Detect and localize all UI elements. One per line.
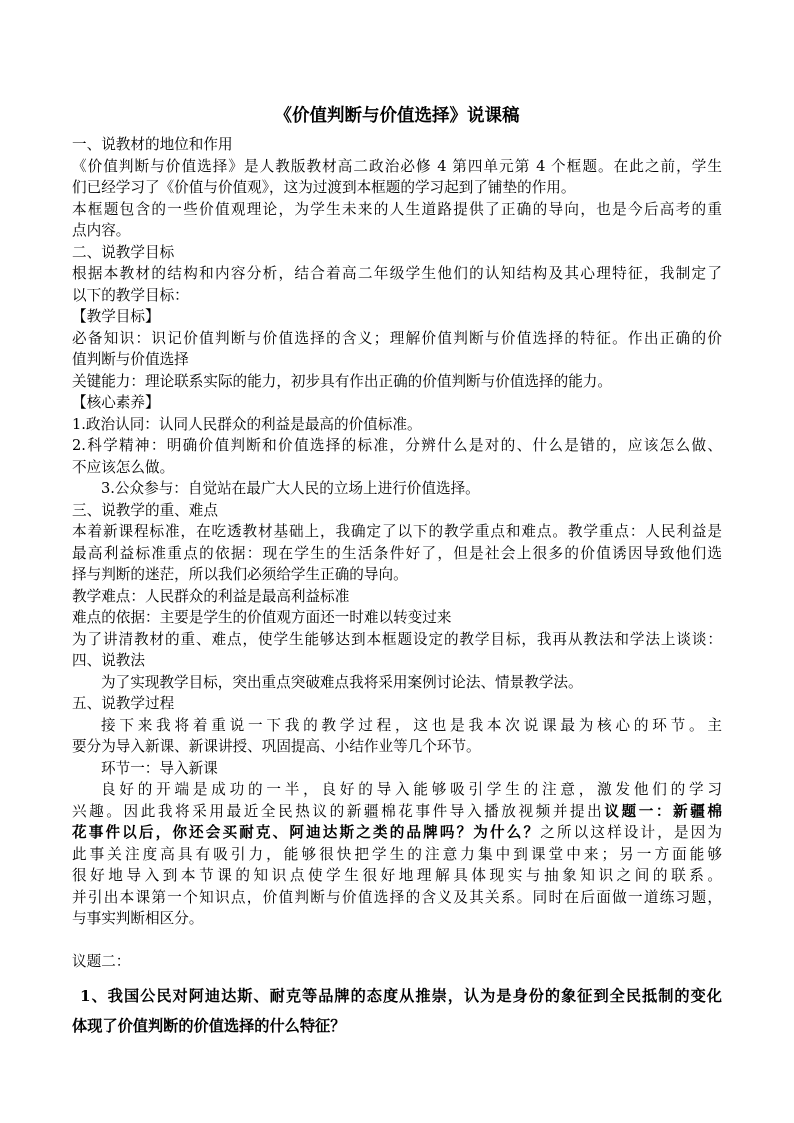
paragraph-line: 值判断与价值选择 [72, 351, 189, 368]
paragraph-line: 本框题包含的一些价值观理论，为学生未来的人生道路提供了正确的导向，也是今后高考的重 [72, 200, 722, 218]
subheading-teaching-goals: 【教学目标】 [72, 308, 160, 325]
paragraph-line: 为了实现教学目标，突出重点突破难点我将采用案例讨论法、情景教学法。 [101, 673, 583, 691]
paragraph-line: 关键能力：理论联系实际的能力，初步具有作出正确的价值判断与价值选择的能力。 [72, 372, 612, 390]
list-item: 3.公众参与：自觉站在最广大人民的立场上进行价值选择。 [101, 480, 480, 497]
topic-one-label: 议题一：新疆棉 [604, 802, 722, 820]
section-heading-5: 五、说教学过程 [72, 695, 175, 712]
paragraph-text: 之所以这样设计，是因为 [540, 824, 722, 841]
paragraph-line: 们已经学习了《价值与价值观》，这为过渡到本框题的学习起到了铺垫的作用。 [72, 179, 576, 196]
paragraph-line: 《价值判断与价值选择》是人教版教材高二政治必修 4 第四单元第 4 个框题。在此之前，学生 [72, 157, 722, 175]
paragraph-line: 很好地导入到本节课的知识点使学生很好地理解具体现实与抽象知识之间的联系。 [72, 867, 722, 884]
paragraph-line: 必备知识：识记价值判断与价值选择的含义；理解价值判断与价值选择的特征。作出正确的价 [72, 329, 722, 347]
subheading-core-literacy: 【核心素养】 [72, 394, 160, 411]
paragraph-line: 此事关注度高具有吸引力，能够很快把学生的注意力集中到课堂中来；另一方面能够 [72, 845, 722, 863]
paragraph-line: 以下的教学目标： [72, 286, 189, 304]
section-heading-4: 四、说教法 [72, 652, 145, 669]
paragraph-line: 要分为导入新课、新课讲授、巩固提高、小结作业等几个环节。 [72, 738, 481, 755]
paragraph-line: 本着新课程标准，在吃透教材基础上，我确定了以下的教学重点和难点。教学重点：人民利益是 [72, 523, 722, 540]
paragraph-line: 最高利益标准重点的依据：现在学生的生活条件好了，但是社会上很多的价值诱因导致他们选 [72, 544, 722, 562]
paragraph-line: 点内容。 [72, 222, 131, 239]
paragraph-line [72, 801, 722, 823]
paragraph-line [72, 822, 722, 844]
paragraph-text: 兴趣。因此我将采用最近全民热议的新疆棉花事件导入播放视频并提出 [72, 802, 605, 820]
paragraph-line: 与事实判断相区分。 [72, 910, 204, 927]
step-heading: 环节一：导入新课 [101, 759, 218, 777]
blank-line [72, 930, 722, 952]
paragraph-line: 教学难点：人民群众的利益是最高利益标准 [72, 587, 350, 605]
paragraph-line: 并引出本课第一个知识点，价值判断与价值选择的含义及其关系。同时在后面做一道练习题， [72, 888, 722, 906]
paragraph-line: 难点的依据：主要是学生的价值观方面还一时难以转变过来 [72, 609, 452, 626]
document-title: 《价值判断与价值选择》说课稿 [274, 106, 520, 126]
section-heading-1: 一、说教材的地位和作用 [72, 136, 233, 153]
paragraph-line: 择与判断的迷茫，所以我们必须给学生正确的导向。 [72, 566, 408, 583]
section-heading-2: 二、说教学目标 [72, 243, 175, 261]
document-body [72, 134, 722, 1041]
list-item: 2.科学精神：明确价值判断和价值选择的标准，分辨什么是对的、什么是错的，应该怎么做、 [72, 437, 722, 454]
list-item: 1.政治认同：认同人民群众的利益是最高的价值标准。 [72, 415, 422, 433]
paragraph-line: 根据本教材的结构和内容分析，结合着高二年级学生他们的认知结构及其心理特征，我制定了 [72, 265, 722, 282]
topic-one-question: 花事件以后，你还会买耐克、阿迪达斯之类的品牌吗？为什么？ [72, 824, 541, 841]
section-heading-3: 三、说教学的重、难点 [72, 501, 218, 519]
topic-two-label: 议题二： [72, 953, 131, 970]
paragraph-line: 为了讲清教材的重、难点，使学生能够达到本框题设定的教学目标，我再从教法和学法上谈谈： [72, 630, 722, 648]
paragraph-line: 接下来我将着重说一下我的教学过程，这也是我本次说课最为核心的环节。主 [101, 716, 722, 734]
paragraph-line: 良好的开端是成功的一半，良好的导入能够吸引学生的注意，激发他们的学习 [101, 781, 722, 798]
question-line: 1、我国公民对阿迪达斯、耐克等品牌的态度从推崇，认为是身份的象征到全民抵制的变化 [80, 986, 722, 1005]
question-line: 体现了价值判断的价值选择的什么特征？ [72, 1016, 346, 1035]
list-item-continuation: 不应该怎么做。 [72, 458, 175, 476]
